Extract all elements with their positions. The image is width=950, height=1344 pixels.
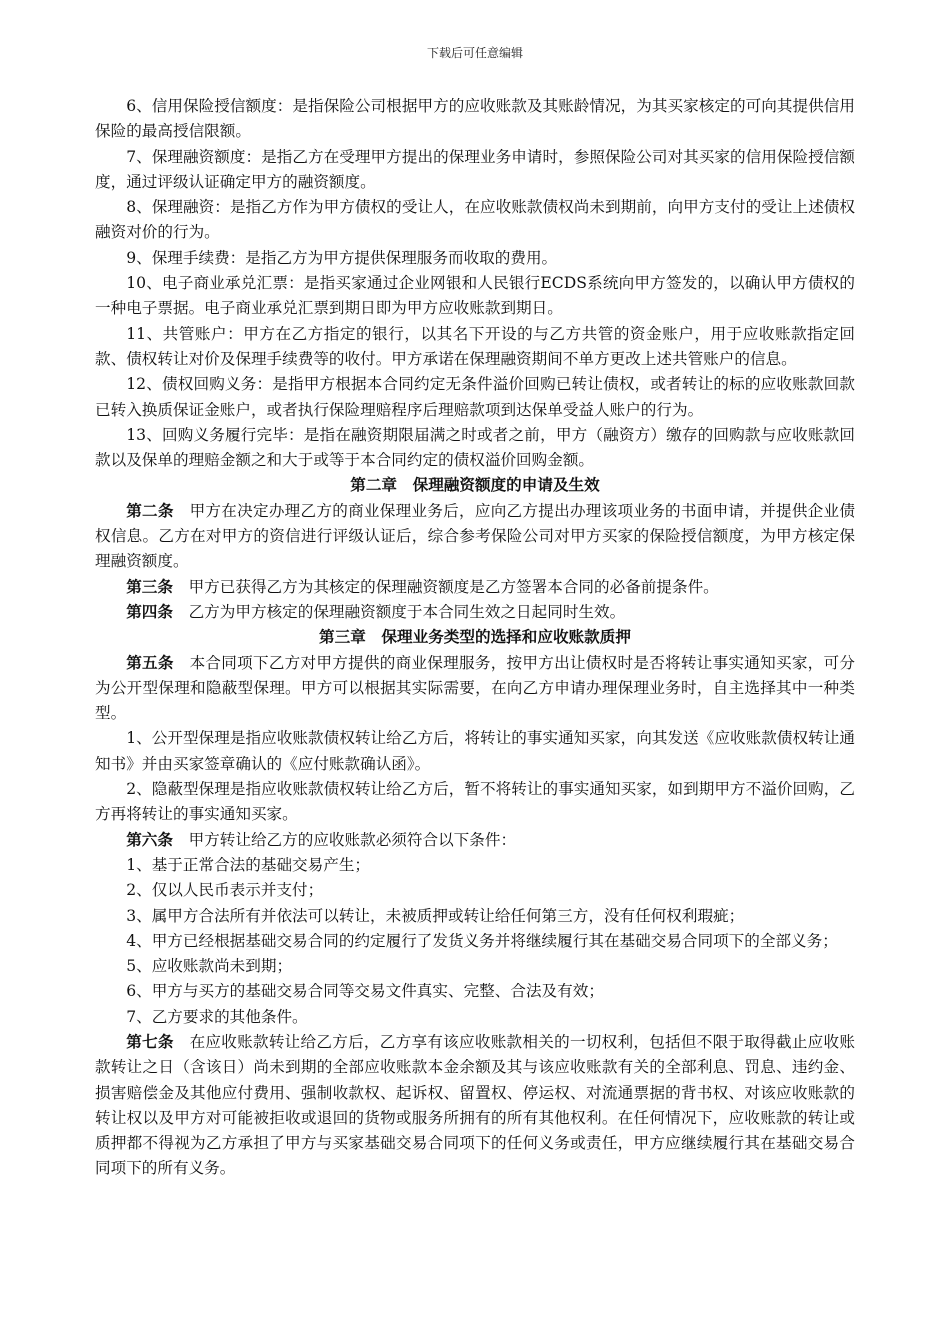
article-paragraph (95, 1030, 855, 1182)
article-text: 乙方为甲方核定的保理融资额度于本合同生效之日起同时生效。 (188, 602, 626, 621)
article-label: 第五条 (126, 653, 174, 672)
article-paragraph (95, 499, 855, 575)
body-paragraph: 4、甲方已经根据基础交易合同的约定履行了发货义务并将继续履行其在基础交易合同项下的全部义务； (126, 931, 838, 950)
article-label: 第七条 (126, 1032, 174, 1051)
article-text: 甲方已获得乙方为其核定的保理融资额度是乙方签署本合同的必备前提条件。 (188, 577, 719, 596)
body-paragraph: 3、属甲方合法所有并依法可以转让，未被质押或转让给任何第三方，没有任何权利瑕疵； (126, 906, 745, 925)
body-paragraph: 9、保理手续费：是指乙方为甲方提供保理服务而收取的费用。 (126, 248, 558, 267)
article-paragraph (95, 600, 855, 625)
body-paragraph: 1、公开型保理是指应收账款债权转让给乙方后，将转让的事实通知买家，向其发送《应收账款债权转让通知书》并由买家签章确认的《应付账款确认函》。 (95, 729, 855, 773)
body-paragraph: 2、隐蔽型保理是指应收账款债权转让给乙方后，暂不将转让的事实通知买家，如到期甲方不溢价回购，乙方再将转让的事实通知买家。 (95, 780, 855, 824)
body-paragraph: 1、基于正常合法的基础交易产生； (126, 855, 371, 874)
body-paragraph: 7、保理融资额度：是指乙方在受理甲方提出的保理业务申请时，参照保险公司对其买家的信用保险授信额度，通过评级认证确定甲方的融资额度。 (95, 147, 855, 191)
article-paragraph (95, 575, 855, 600)
body-paragraph: 5、应收账款尚未到期； (126, 957, 293, 976)
body-paragraph: 6、信用保险授信额度：是指保险公司根据甲方的应收账款及其账龄情况，为其买家核定的可向其提供信用保险的最高授信限额。 (95, 97, 855, 141)
article-label: 第六条 (126, 830, 173, 849)
body-paragraph: 10、电子商业承兑汇票：是指买家通过企业网银和人民银行ECDS系统向甲方签发的，以确认甲方债权的一种电子票据。电子商业承兑汇票到期日即为甲方应收账款到期日。 (95, 274, 855, 318)
body-paragraph: 13、回购义务履行完毕：是指在融资期限届满之时或者之前，甲方（融资方）缴存的回购款与应收账款回款以及保单的理赔金额之和大于或等于本合同约定的债权溢价回购金额。 (95, 425, 855, 470)
article-label: 第三条 (126, 577, 173, 596)
article-text: 甲方在决定办理乙方的商业保理业务后，应向乙方提出办理该项业务的书面申请，并提供企业债权信息。乙方在对甲方的资信进行评级认证后，综合参考保险公司对甲方买家的保险授信额度，为甲方核定保理融资额度。 (95, 501, 855, 571)
body-paragraph: 2、仅以人民币表示并支付； (126, 881, 324, 900)
article-text: 本合同项下乙方对甲方提供的商业保理服务，按甲方出让债权时是否将转让事实通知买家，可分为公开型保理和隐蔽型保理。甲方可以根据其实际需要，在向乙方申请办理保理业务时，自主选择其中一种类型。 (95, 653, 855, 723)
body-paragraph: 8、保理融资：是指乙方作为甲方债权的受让人，在应收账款债权尚未到期前，向甲方支付的受让上述债权融资对价的行为。 (95, 198, 855, 242)
article-label: 第四条 (126, 602, 173, 621)
chapter-heading: 第二章 保理融资额度的申请及生效 (350, 476, 600, 495)
body-paragraph: 7、乙方要求的其他条件。 (126, 1007, 308, 1026)
article-paragraph (95, 828, 855, 853)
chapter-heading: 第三章 保理业务类型的选择和应收账款质押 (319, 628, 631, 647)
article-paragraph (95, 651, 855, 727)
article-text: 在应收账款转让给乙方后，乙方享有该应收账款相关的一切权利，包括但不限于取得截止应收账款转让之日（含该日）尚未到期的全部应收账款本金余额及其与该应收账款有关的全部利息、罚息、违约金、损害赔偿金及其他应付费用、强制收款权、起诉权、留置权、停运权、对流通票据的背书权、对该应收账款的转让权以及甲方对可能被拒收或退回的货物或服务所拥有的所有其他权利。在任何情况下，应收账款的转让或质押都不得视为乙方承担了甲方与买家基础交易合同项下的任何义务或责任，甲方应继续履行其在基础交易合同项下的所有义务。 (95, 1032, 855, 1178)
body-paragraph: 11、共管账户：甲方在乙方指定的银行，以其名下开设的与乙方共管的资金账户，用于应收账款指定回款、债权转让对价及保理手续费等的收付。甲方承诺在保理融资期间不单方更改上述共管账户的信息。 (95, 324, 855, 368)
article-text: 甲方转让给乙方的应收账款必须符合以下条件： (188, 830, 517, 849)
body-paragraph: 12、债权回购义务：是指甲方根据本合同约定无条件溢价回购已转让债权，或者转让的标的应收账款回款已转入换质保证金账户，或者执行保险理赔程序后理赔款项到达保单受益人账户的行为。 (95, 375, 855, 419)
document-body (95, 94, 855, 1182)
body-paragraph: 6、甲方与买方的基础交易合同等交易文件真实、完整、合法及有效； (126, 982, 604, 1001)
page-header: 下载后可任意编辑 (426, 46, 523, 60)
article-label: 第二条 (126, 501, 174, 520)
